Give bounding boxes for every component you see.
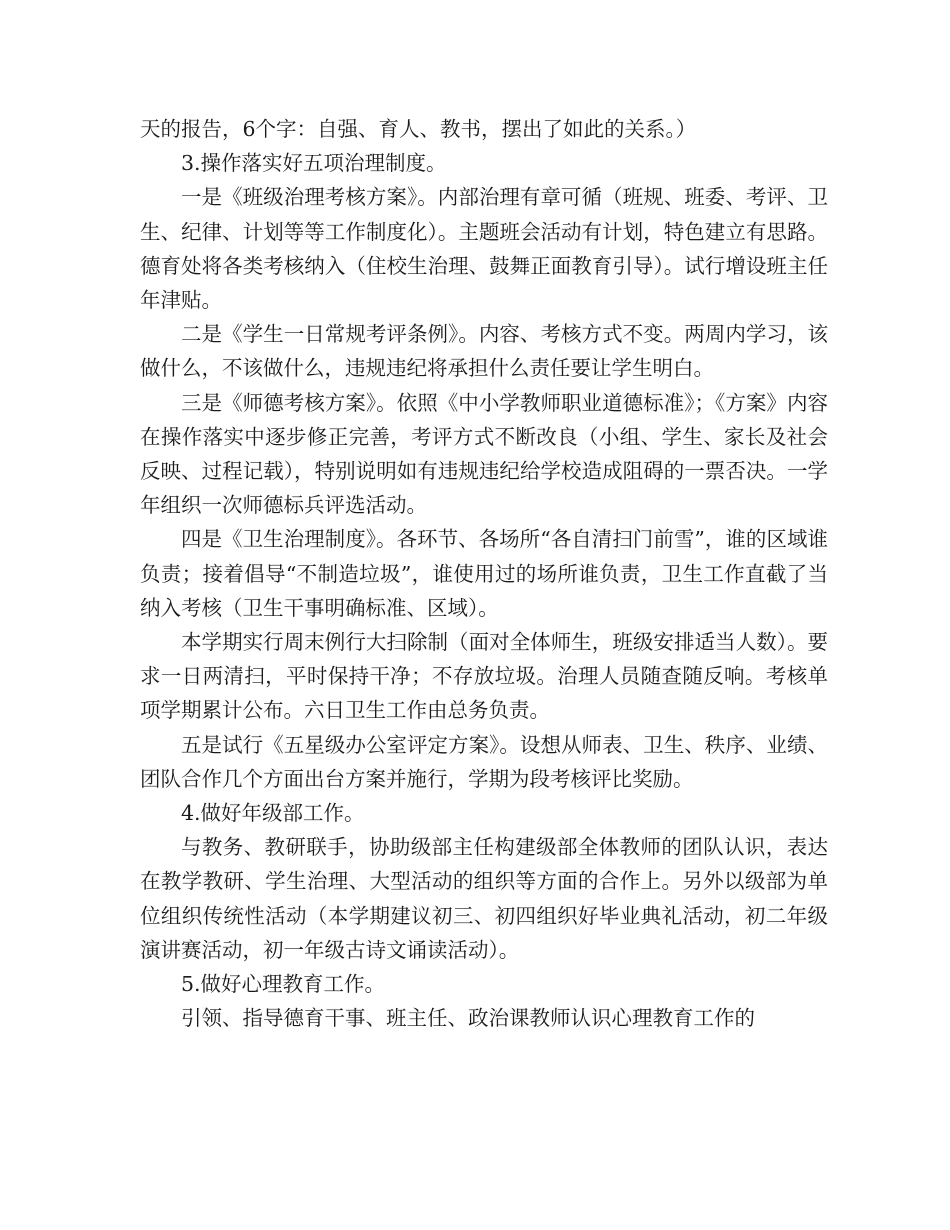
paragraph-psychology: 引领、指导德育干事、班主任、政治课教师认识心理教育工作的 (181, 1006, 755, 1031)
heading-5: 5.做好心理教育工作。 (181, 972, 386, 997)
heading-4: 4.做好年级部工作。 (181, 801, 365, 826)
paragraph-weekly-cleaning: 本学期实行周末例行大扫除制（面对全体师生，班级安排适当人数）。要求一日两清扫，平时保持干净；不存放垃圾。治理人员随查随反响。考核单项学期累计公布。六日卫生工作由总务负责。 (140, 630, 828, 723)
paragraph-class-management: 一是《班级治理考核方案》。内部治理有章可循（班规、班委、考评、卫生、纪律、计划等等工作制度化）。主题班会活动有计划，特色建立有思路。德育处将各类考核纳入（住校生治理、鼓舞正面教育引导）。试行增设班主任年津贴。 (140, 185, 828, 313)
heading-3: 3.操作落实好五项治理制度。 (181, 151, 447, 176)
paragraph-daily-rules: 二是《学生一日常规考评条例》。内容、考核方式不变。两周内学习，该做什么，不该做什么，违规违纪将承担什么责任要让学生明白。 (140, 322, 828, 381)
document-body (140, 112, 828, 1035)
paragraph-five-star-office: 五是试行《五星级办公室评定方案》。设想从师表、卫生、秩序、业绩、团队合作几个方面出台方案并施行，学期为段考核评比奖励。 (140, 732, 828, 791)
paragraph-grade-department: 与教务、教研联手，协助级部主任构建级部全体教师的团队认识，表达在教学教研、学生治理、大型活动的组织等方面的合作上。另外以级部为单位组织传统性活动（本学期建议初三、初四组织好毕业典礼活动，初二年级演讲赛活动，初一年级古诗文诵读活动）。 (140, 835, 828, 962)
paragraph-hygiene: 四是《卫生治理制度》。各环节、各场所“各自清扫门前雪”，谁的区域谁负责；接着倡导“不制造垃圾”，谁使用过的场所谁负责，卫生工作直截了当纳入考核（卫生干事明确标准、区域）。 (140, 527, 828, 620)
paragraph-1: 天的报告，6个字：自强、育人、教书，摆出了如此的关系。） (140, 117, 697, 141)
paragraph-teacher-ethics: 三是《师德考核方案》。依照《中小学教师职业道德标准》；《方案》内容在操作落实中逐步修正完善，考评方式不断改良（小组、学生、家长及社会反映、过程记载），特别说明如有违规违纪给学校造成阻碍的一票否决。一学年组织一次师德标兵评选活动。 (140, 390, 828, 518)
